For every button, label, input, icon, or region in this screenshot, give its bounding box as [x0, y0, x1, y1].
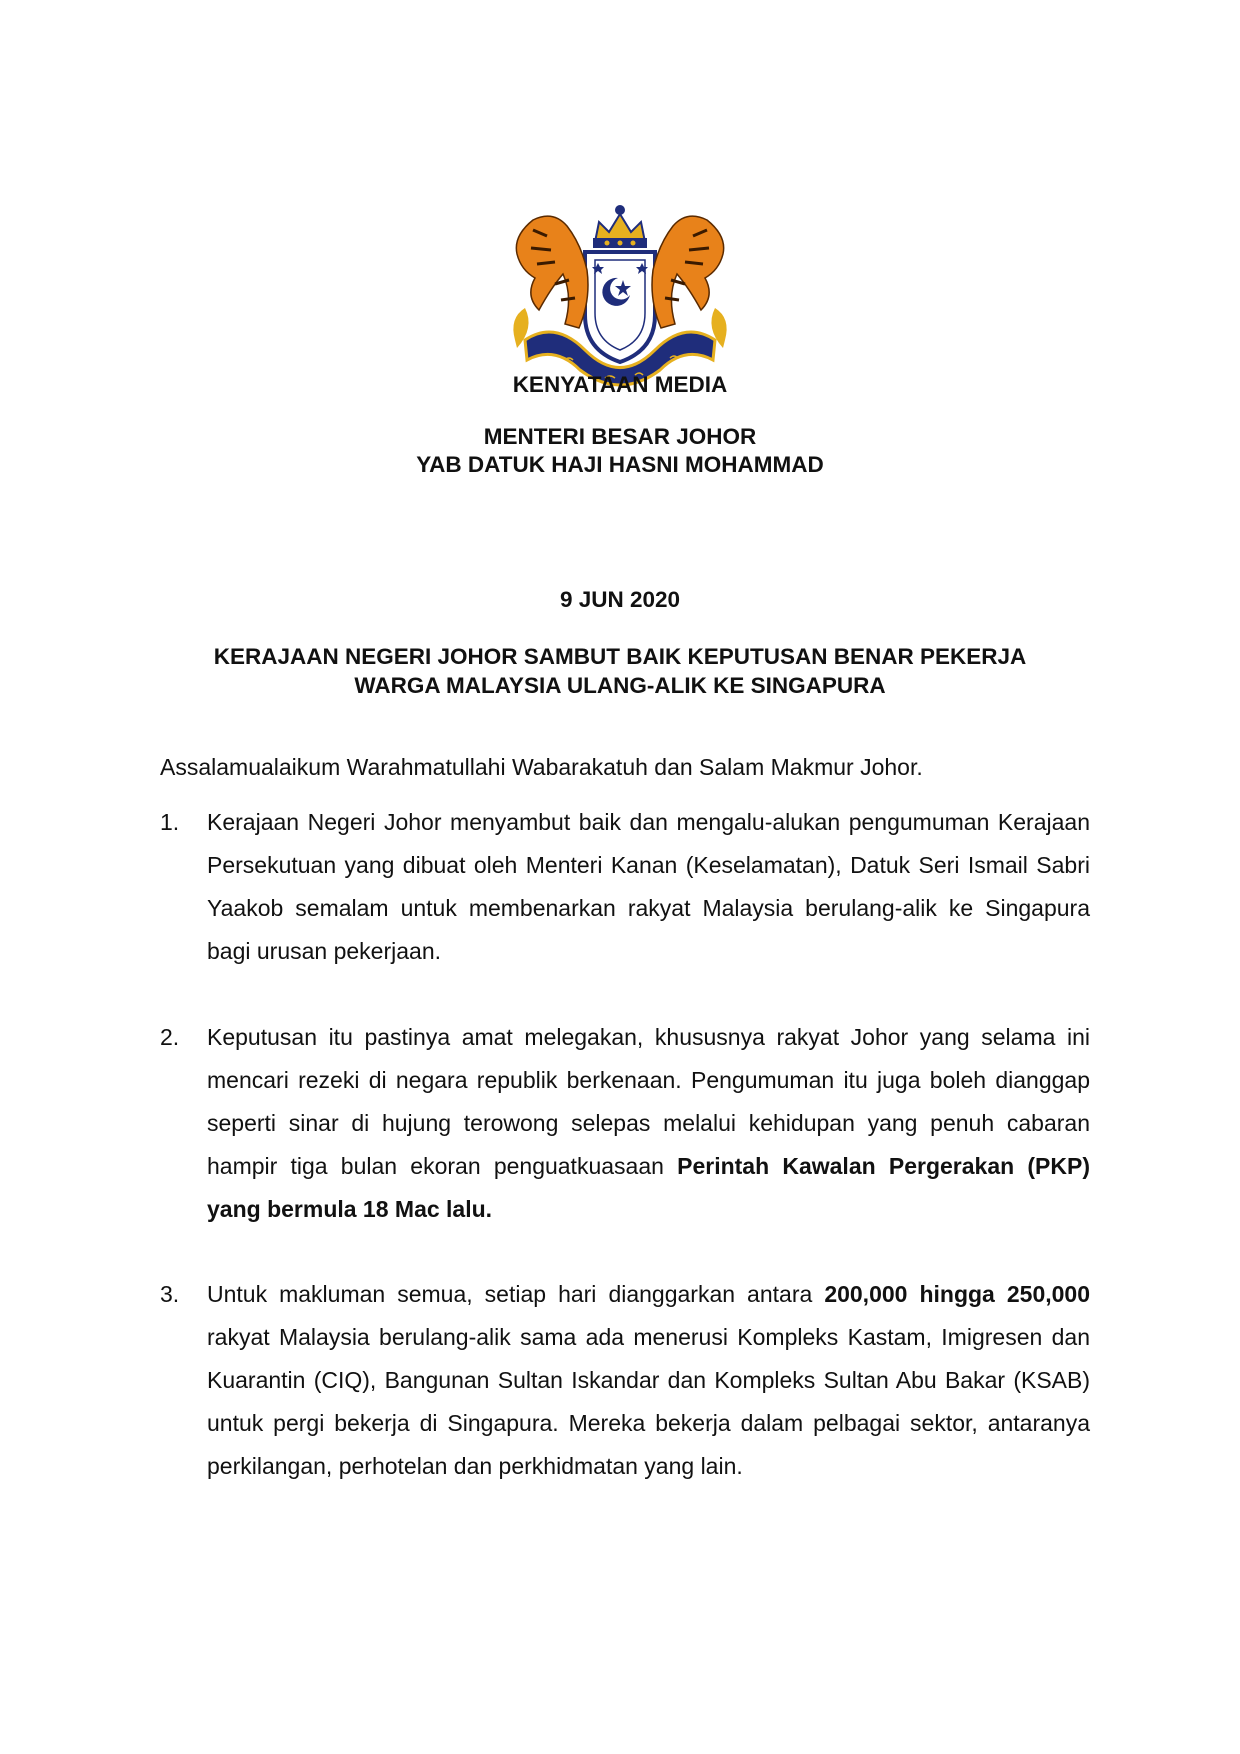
document-title: KENYATAAN MEDIA	[512, 372, 728, 397]
paragraph-3	[160, 1273, 1090, 1488]
paragraph-text-bold: 200,000 hingga 250,000	[824, 1281, 1091, 1307]
paragraph-text-regular: Keputusan itu pastinya amat melegakan, khususnya rakyat Johor yang selama ini mencari rezeki di negara republik berkenaan. Pengumuman itu juga boleh dianggap seperti sinar di hujung terowong selepas melalui kehidupan yang penuh cabaran hampir tiga bulan ekoran penguatkuasaan	[207, 1024, 1090, 1179]
headline-line-2: WARGA MALAYSIA ULANG-ALIK KE SINGAPURA	[354, 673, 886, 698]
statement-date: 9 JUN 2020	[559, 587, 681, 612]
person-name: YAB DATUK HAJI HASNI MOHAMMAD	[416, 452, 824, 477]
paragraph-text: Kerajaan Negeri Johor menyambut baik dan mengalu-alukan pengumuman Kerajaan Persekutuan yang dibuat oleh Menteri Kanan (Keselamatan), Datuk Seri Ismail Sabri Yaakob semalam untuk membenarkan rakyat Malaysia berulang-alik ke Singapura bagi urusan pekerjaan.	[207, 809, 1090, 964]
paragraph-text-bold: Perintah Kawalan Pergerakan (PKP) yang bermula 18 Mac lalu.	[207, 1153, 1090, 1222]
headline-line-1: KERAJAAN NEGERI JOHOR SAMBUT BAIK KEPUTUSAN BENAR PEKERJA	[213, 644, 1027, 669]
shield-icon	[585, 252, 655, 362]
left-tiger-icon	[513, 216, 588, 348]
paragraph-number: 2.	[160, 1024, 180, 1050]
greeting: Assalamualaikum Warahmatullahi Wabarakatuh dan Salam Makmur Johor.	[160, 754, 923, 780]
paragraph-text	[207, 1273, 1090, 1488]
paragraph-1	[160, 801, 1090, 973]
johor-crest-icon	[495, 200, 745, 395]
crown-icon	[593, 205, 647, 248]
office-title: MENTERI BESAR JOHOR	[483, 424, 757, 449]
paragraph-text	[207, 1016, 1090, 1231]
paragraph-2	[160, 1016, 1090, 1231]
paragraph-text-regular: rakyat Malaysia berulang-alik sama ada menerusi Kompleks Kastam, Imigresen dan Kuarantin (CIQ), Bangunan Sultan Iskandar dan Kompleks Sultan Abu Bakar (KSAB) untuk pergi bekerja di Singapura. Mereka bekerja dalam pelbagai sektor, antaranya perkilangan, perhotelan dan perkhidmatan yang lain.	[207, 1324, 1090, 1479]
paragraph-text-regular: Untuk makluman semua, setiap hari dianggarkan antara	[207, 1281, 825, 1307]
right-tiger-icon	[652, 216, 727, 348]
paragraph-number: 1.	[160, 809, 180, 835]
paragraph-number: 3.	[160, 1281, 180, 1307]
